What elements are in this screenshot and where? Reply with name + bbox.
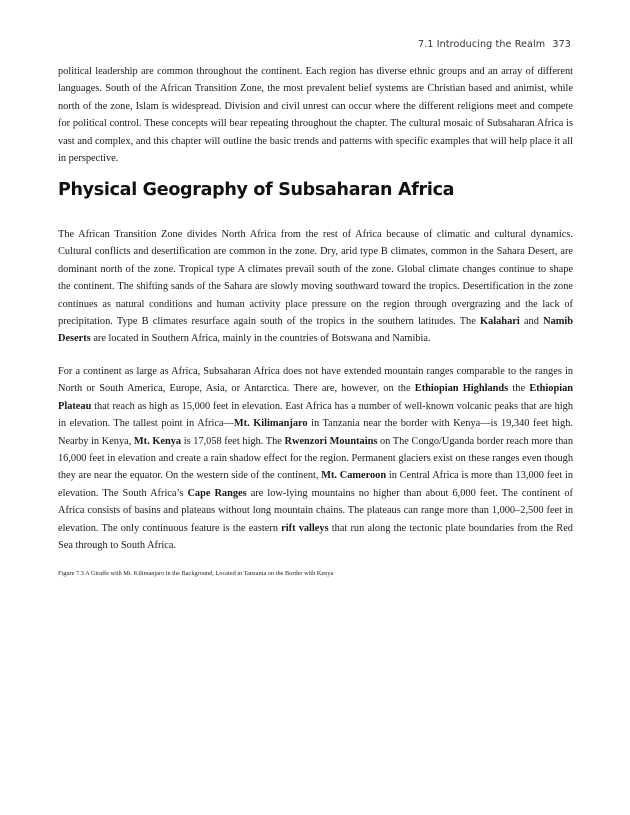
page-number: 373 bbox=[552, 39, 571, 50]
text-run: and bbox=[519, 316, 544, 328]
text-run: are low-lying mountains no higher than about 6,000 feet. The continent of Africa consists of basins and plateaus without long mountain chains. The plateaus can range more than 1,000–2,500 feet in elevation. The only continuous feature is the eastern bbox=[58, 487, 573, 534]
term-rwenzori-mountains: Rwenzori Mountains bbox=[284, 435, 378, 447]
term-ethiopian-highlands: Ethiopian Highlands bbox=[414, 383, 509, 395]
text-run: that run along the tectonic plate boundaries from the Red Sea through to South Africa. bbox=[58, 522, 573, 552]
section-heading: Physical Geography of Subsaharan Africa bbox=[58, 180, 455, 200]
term-ethiopian-plateau: Ethiopian Plateau bbox=[58, 383, 574, 412]
running-header bbox=[418, 39, 571, 50]
term-cape-ranges: Cape Ranges bbox=[187, 487, 247, 499]
text-run: in Tanzania near the border with Kenya—is 19,340 feet high. Nearby in Kenya, bbox=[58, 418, 573, 447]
text-run: on The Congo/Uganda border reach more than 16,000 feet in elevation and create a rain shadow effect for the region. Permanent glaciers exist on these ranges even though they are near the equator. On the western side of the continent, bbox=[58, 435, 573, 482]
paragraph-climate bbox=[58, 226, 573, 348]
term-kalahari: Kalahari bbox=[480, 316, 520, 328]
text-run: is 17,058 feet high. The bbox=[181, 435, 285, 447]
term-mt-cameroon: Mt. Cameroon bbox=[321, 470, 387, 482]
text-run: in Central Africa is more than 13,000 feet in elevation. The South Africa’s bbox=[58, 470, 574, 499]
text-run: The African Transition Zone divides North Africa from the rest of Africa because of climatic and cultural dynamics. Cultural conflicts and desertification are common in the zone. Dry, arid type B climates, common in the Sahara Desert, are dominant north of the zone. Tropical type A climates prevail south of the zone. Global climate changes continue to shape the continent. The shifting sands of the Sahara are slowly moving southward toward the tropics. Desertification in the zone continues as natural conditions and human activity place pressure on the region through overgrazing and the lack of precipitation. Type B climates resurface again south of the tropics in the southern latitudes. The bbox=[58, 229, 573, 328]
text-run: that reach as high as 15,000 feet in elevation. East Africa has a number of well-known volcanic peaks that are high in elevation. The tallest point in Africa— bbox=[58, 400, 573, 430]
paragraph-mountains bbox=[58, 363, 573, 554]
term-mt-kilimanjaro: Mt. Kilimanjaro bbox=[233, 418, 308, 430]
text-run: are located in Southern Africa, mainly in the countries of Botswana and Namibia. bbox=[90, 333, 431, 345]
intro-paragraph: political leadership are common throughout the continent. Each region has diverse ethnic groups and an array of different languages. South of the African Transition Zone, the most prevalent belief systems are Christian based and animist, while north of the zone, Islam is widespread. Division and civil unrest can occur where the different religions meet and compete for political control. These concepts will bear repeating throughout the chapter. The cultural mosaic of Subsaharan Africa is vast and complex, and this chapter will outline the basic trends and patterns with specific examples that will help place it all in perspective. bbox=[58, 66, 573, 165]
figure-caption: Figure 7.3 A Giraffe with Mt. Kilimanjaro in the Background, Located in Tanzania on the Border with Kenya bbox=[58, 570, 334, 577]
text-run: the bbox=[508, 383, 530, 395]
text-run: For a continent as large as Africa, Subsaharan Africa does not have extended mountain ranges comparable to the ranges in North or South America, Europe, Asia, or Antarctica. There are, however, on the bbox=[58, 366, 573, 395]
header-section-label: 7.1 Introducing the Realm bbox=[417, 39, 546, 50]
intro-block bbox=[58, 63, 573, 167]
term-namib-deserts: Namib Deserts bbox=[58, 316, 573, 345]
term-rift-valleys: rift valleys bbox=[281, 522, 329, 534]
term-mt-kenya: Mt. Kenya bbox=[133, 435, 182, 447]
